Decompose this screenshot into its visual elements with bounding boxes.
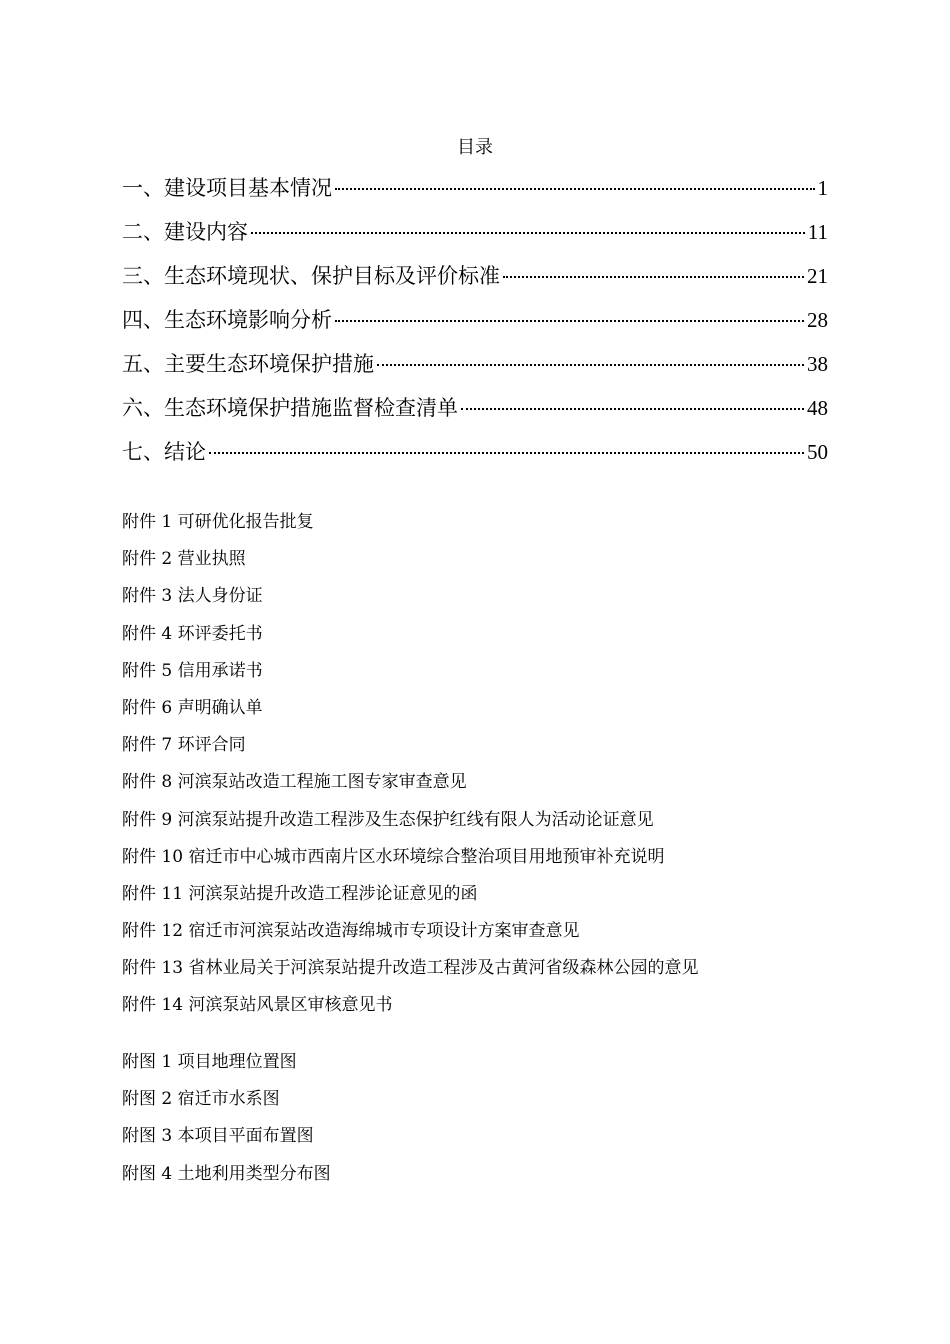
toc-entry-page: 50 xyxy=(807,440,828,464)
attachment-item: 附件 5 信用承诺书 xyxy=(122,660,263,681)
attachment-item: 附件 14 河滨泵站风景区审核意见书 xyxy=(122,995,393,1016)
toc-entry-page: 48 xyxy=(807,396,828,420)
toc-entry[interactable] xyxy=(122,348,828,392)
attachment-item: 附件 12 宿迁市河滨泵站改造海绵城市专项设计方案审查意见 xyxy=(122,921,580,942)
toc-entry-label: 二、建设内容 xyxy=(122,220,248,244)
toc-entry-label: 一、建设项目基本情况 xyxy=(122,176,332,200)
figure-item: 附图 4 土地利用类型分布图 xyxy=(122,1163,331,1184)
toc-entry[interactable] xyxy=(122,172,828,216)
attachment-item: 附件 7 环评合同 xyxy=(122,735,246,756)
toc-entry[interactable] xyxy=(122,216,828,260)
attachment-item: 附件 3 法人身份证 xyxy=(122,586,263,607)
toc-entry-label: 四、生态环境影响分析 xyxy=(122,308,332,332)
toc-entry[interactable] xyxy=(122,260,828,304)
figure-item: 附图 2 宿迁市水系图 xyxy=(122,1089,280,1110)
toc-entry-page: 11 xyxy=(807,220,828,244)
attachment-item: 附件 8 河滨泵站改造工程施工图专家审查意见 xyxy=(122,772,467,793)
attachment-item: 附件 6 声明确认单 xyxy=(122,697,263,718)
table-of-contents xyxy=(122,172,828,480)
toc-dot-leader xyxy=(335,188,815,190)
toc-entry-page: 28 xyxy=(807,308,828,332)
figure-item: 附图 1 项目地理位置图 xyxy=(122,1052,297,1072)
toc-entry-page: 38 xyxy=(807,352,828,376)
toc-entry-page: 1 xyxy=(817,176,828,200)
attachment-item: 附件 13 省林业局关于河滨泵站提升改造工程涉及古黄河省级森林公园的意见 xyxy=(122,958,699,979)
toc-entry[interactable] xyxy=(122,392,828,436)
attachment-item: 附件 10 宿迁市中心城市西南片区水环境综合整治项目用地预审补充说明 xyxy=(122,846,665,867)
attachment-item: 附件 11 河滨泵站提升改造工程涉论证意见的函 xyxy=(122,883,478,904)
attachment-item: 附件 1 可研优化报告批复 xyxy=(122,512,314,532)
figure-list xyxy=(122,1047,882,1196)
toc-dot-leader xyxy=(251,232,805,234)
toc-entry[interactable] xyxy=(122,304,828,348)
attachment-item: 附件 2 营业执照 xyxy=(122,549,246,570)
toc-dot-leader xyxy=(461,408,804,410)
toc-dot-leader xyxy=(377,364,804,366)
toc-dot-leader xyxy=(209,452,804,454)
toc-entry-label: 五、主要生态环境保护措施 xyxy=(122,352,374,376)
attachment-list xyxy=(122,507,882,1028)
toc-entry-label: 六、生态环境保护措施监督检查清单 xyxy=(122,396,458,420)
page-title: 目录 xyxy=(457,137,493,158)
toc-dot-leader xyxy=(335,320,804,322)
toc-entry-label: 三、生态环境现状、保护目标及评价标准 xyxy=(122,264,500,288)
attachment-item: 附件 4 环评委托书 xyxy=(122,623,263,644)
toc-entry-page: 21 xyxy=(807,264,828,288)
figure-item: 附图 3 本项目平面布置图 xyxy=(122,1126,314,1147)
attachment-item: 附件 9 河滨泵站提升改造工程涉及生态保护红线有限人为活动论证意见 xyxy=(122,809,654,830)
toc-dot-leader xyxy=(503,276,804,278)
toc-entry-label: 七、结论 xyxy=(122,440,206,464)
toc-entry[interactable] xyxy=(122,436,828,480)
